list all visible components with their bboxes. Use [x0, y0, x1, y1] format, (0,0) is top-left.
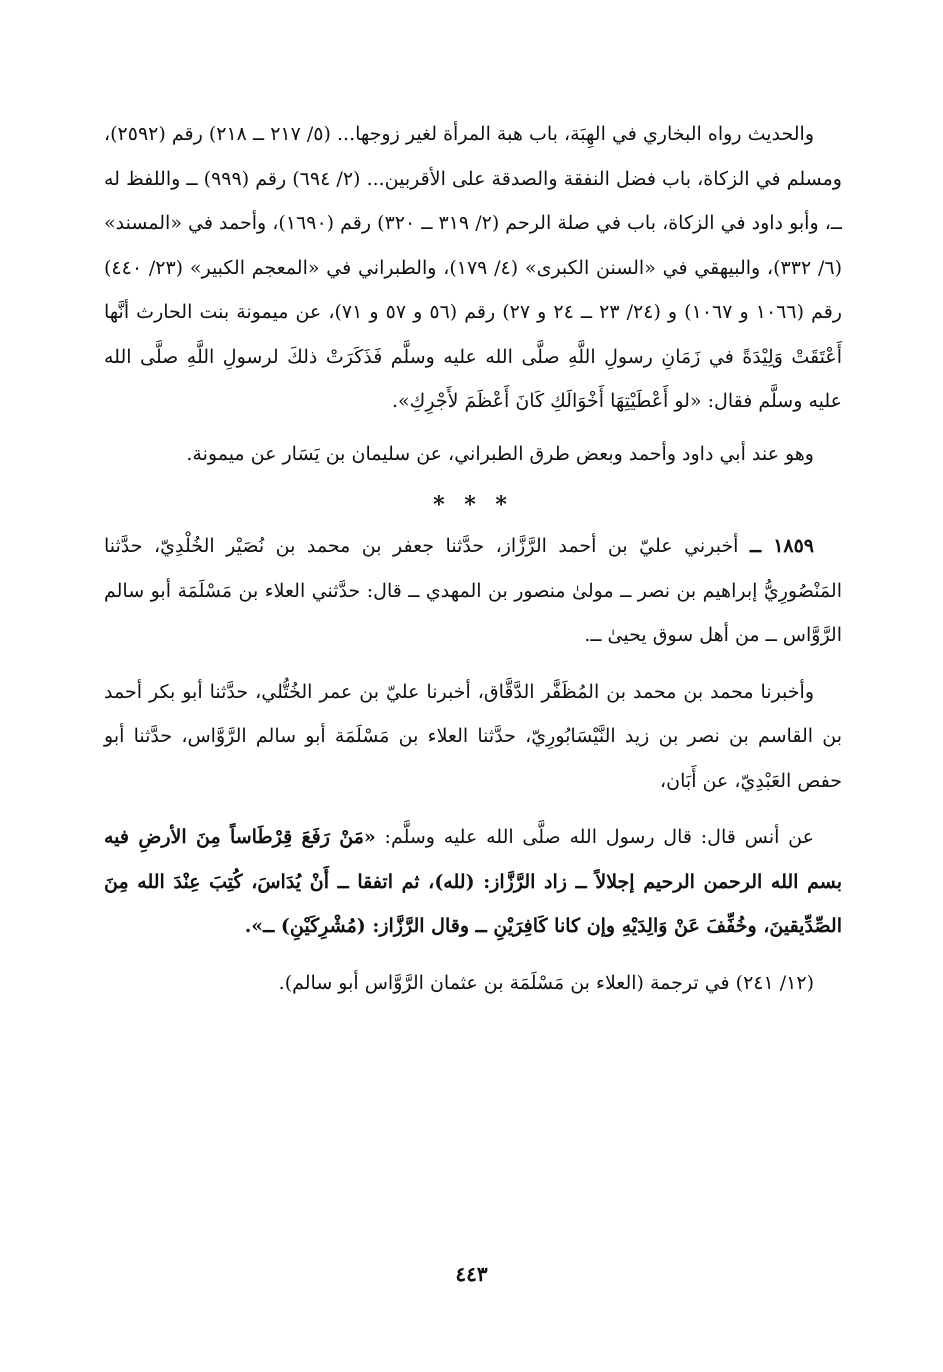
paragraph-takhrij: والحديث رواه البخاري في الهِبَة، باب هبة المرأة لغير زوجها... (٥/ ٢١٧ ــ ٢١٨) رقم (٢٥٩٢)، ومسلم في الزكاة، باب فضل النفقة والصدقة على الأقربين... (٢/ ٦٩٤) رقم (٩٩٩) ــ واللفظ له ــ، وأبو داود في الزكاة، باب في صلة الرحم (٢/ ٣١٩ ــ ٣٢٠) رقم (١٦٩٠)، وأحمد في «المسند» (٦/ ٣٣٢)، والبيهقي في «السنن الكبرى» (٤/ ١٧٩)، والطبراني في «المعجم الكبير» (٢٣/ ٤٤٠) رقم (١٠٦٦ و ١٠٦٧) و (٢٤/ ٢٣ ــ ٢٤ و ٢٧) رقم (٥٦ و ٥٧ و ٧١)، عن ميمونة بنت الحارث أنَّها أَعْتَقَتْ وَلِيْدَةً في زَمَانِ رسولِ اللَّهِ صلَّى الله عليه وسلَّم فَذَكَرَتْ ذلكَ لرسولِ اللَّهِ صلَّى الله عليه وسلَّم فقال: «لو أَعْطَيْتِهَا أَخْوَالَكِ كَانَ أَعْظَمَ لأَجْرِكِ».	[104, 123, 842, 412]
matn-intro: عن أنس قال: قال رسول الله صلَّى الله عليه وسلَّم:	[375, 826, 814, 848]
paragraph-hadith-isnad	[104, 524, 842, 658]
hadith-number: ١٨٥٩ ــ	[749, 535, 815, 557]
page-body	[104, 112, 842, 1005]
paragraph-note: وهو عند أبي داود وأحمد وبعض طرق الطبراني، عن سليمان بن يَسَار عن ميمونة.	[186, 442, 814, 465]
paragraph-matn	[104, 815, 842, 949]
matn-text: «مَنْ رَفَعَ قِرْطَاساً مِنَ الأرضِ فيه بسم الله الرحمن الرحيم إجلالاً ــ زاد الرَّزَّاز: (لله)، ثم اتفقا ــ أَنْ يُدَاسَ، كُتِبَ عِنْدَ الله مِنَ الصِّدِّيقينَ، وخُفِّفَ عَنْ وَالِدَيْهِ وإن كانا كَافِرَيْنِ ــ وقال الرَّزَّاز: (مُشْرِكَيْنِ) ــ».	[104, 826, 842, 937]
isnad-text: أخبرني عليّ بن أحمد الرَّزَّاز، حدَّثنا جعفر بن محمد بن نُصَيْر الخُلْدِيّ، حدَّثنا المَنْصُورِيُّ إبراهيم بن نصر ــ مولىٰ منصور بن المهدي ــ قال: حدَّثني العلاء بن مَسْلَمَة أبو سالم الرَّوَّاس ــ من أهل سوق يحيىٰ ــ.	[104, 535, 842, 646]
paragraph-second-isnad: وأخبرنا محمد بن محمد بن المُظَفَّر الدَّقَّاق، أخبرنا عليّ بن عمر الخُتُّلي، حدَّثنا أبو بكر أحمد بن القاسم بن نصر بن زيد النَّيْسَابُورِيّ، حدَّثنا العلاء بن مَسْلَمَة أبو سالم الرَّوَّاس، حدَّثنا أبو حفص العَبْدِيّ، عن أَبَان،	[104, 680, 842, 792]
section-separator: * * *	[433, 492, 513, 518]
paragraph-reference: (١٢/ ٢٤١) في ترجمة (العلاء بن مَسْلَمَة بن عثمان الرَّوَّاس أبو سالم).	[278, 971, 814, 994]
page-number: ٤٤٣	[455, 1262, 488, 1286]
